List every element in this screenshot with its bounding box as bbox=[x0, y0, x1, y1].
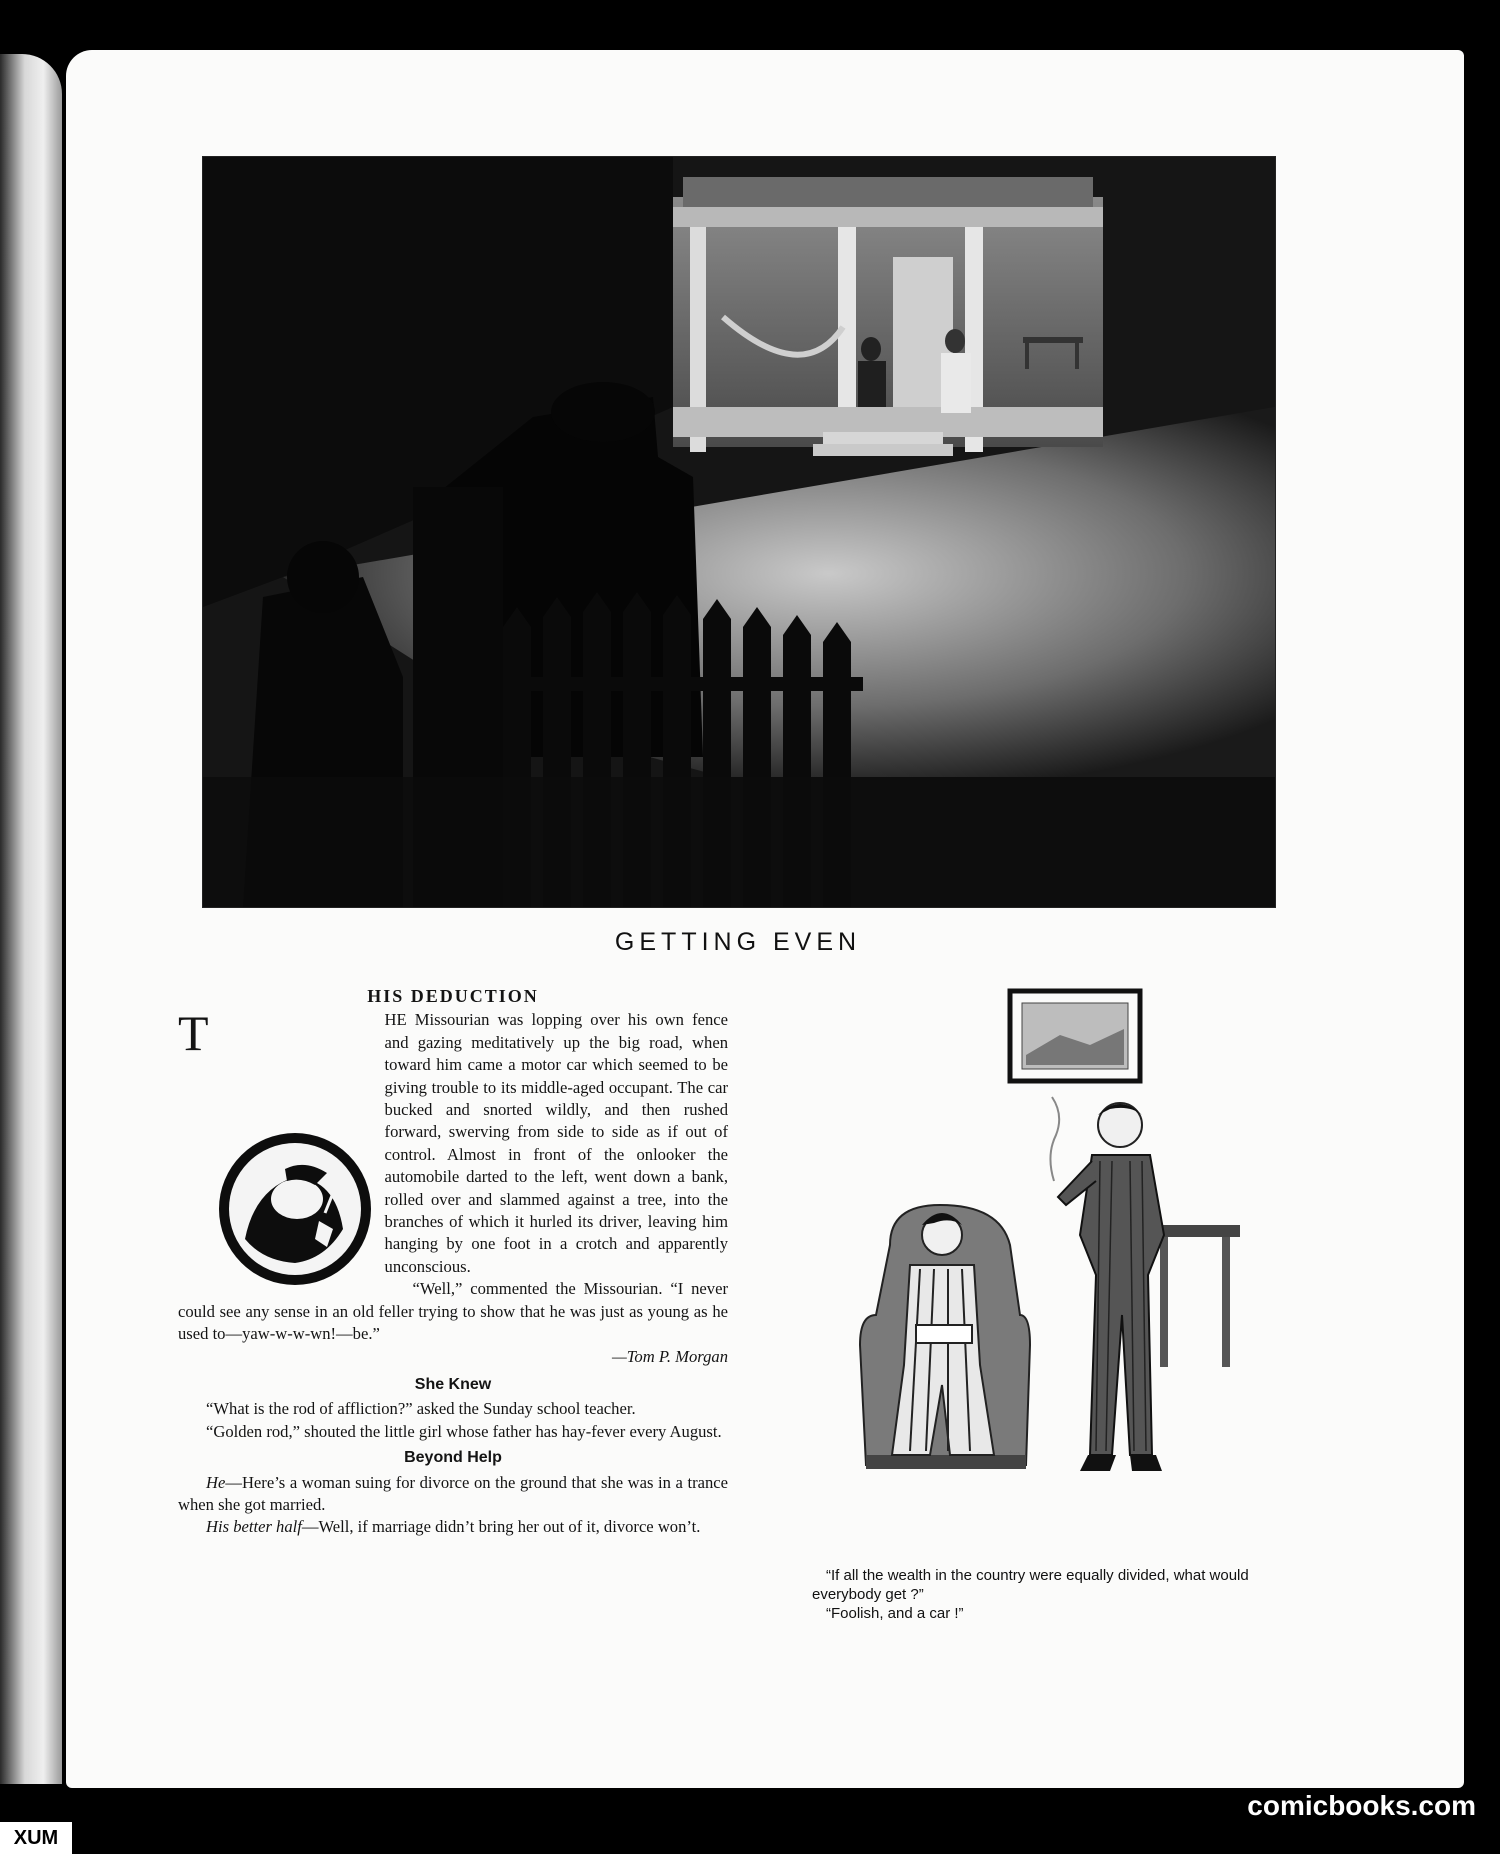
archive-watermark-left: XUM bbox=[0, 1822, 72, 1854]
joke-she-knew-title: She Knew bbox=[414, 1375, 492, 1393]
cartoon-caption bbox=[812, 1566, 1282, 1623]
adjacent-page-edge bbox=[0, 54, 62, 1784]
article-paragraph-1-text: HE Missourian was lopping over his own fence and gazing meditatively up the big road, when toward him came a motor car which seemed to be giving trouble to its middle-aged occupant. The car bucked and snorted wildly, and then rushed forward, swerving from side to side as if out of control. Almost in front of the onlooker the automobile darted to the left, went down a bank, rolled over and slammed against a tree, into the branches of which it hurled its driver, leaving him hanging by one foot in a crotch and apparently unconscious. bbox=[384, 1010, 728, 1276]
article-paragraph-1 bbox=[178, 1005, 728, 1278]
text-column bbox=[178, 985, 728, 1539]
article-headline: HIS DEDUCTION bbox=[367, 986, 539, 1006]
joke-beyond-help-line-1 bbox=[178, 1472, 728, 1517]
smoking-figure-vignette bbox=[215, 1129, 375, 1289]
article-byline: —Tom P. Morgan bbox=[611, 1346, 728, 1366]
couple-cartoon-illustration bbox=[830, 985, 1250, 1505]
joke-she-knew-line-2: “Golden rod,” shouted the little girl whose father has hay-fever every August. bbox=[206, 1421, 722, 1441]
joke-beyond-help-title: Beyond Help bbox=[404, 1449, 502, 1467]
cartoon-caption-question: “If all the wealth in the country were equally divided, what would everybody get ?” bbox=[812, 1567, 1249, 1603]
speaker-he: He bbox=[206, 1472, 226, 1492]
speaker-better-half: His better half bbox=[206, 1517, 302, 1537]
photo-caption: GETTING EVEN bbox=[614, 928, 862, 956]
article-paragraph-2: “Well,” commented the Missourian. “I never could see any sense in an old feller trying to show that he was just as young as he used to—yaw-w-w-wn!—be.” bbox=[178, 1279, 728, 1344]
cartoon-caption-answer: “Foolish, and a car !” bbox=[826, 1605, 964, 1622]
archive-watermark-right: comicbooks.com bbox=[1247, 1790, 1476, 1821]
joke-beyond-help-line-2-text: —Well, if marriage didn’t bring her out of it, divorce won’t. bbox=[301, 1517, 701, 1537]
drop-cap: T bbox=[178, 1005, 209, 1062]
joke-beyond-help-line-2 bbox=[178, 1516, 728, 1538]
joke-she-knew-line-1: “What is the rod of affliction?” asked the Sunday school teacher. bbox=[206, 1399, 636, 1419]
joke-beyond-help-line-1-text: —Here’s a woman suing for divorce on the ground that she was in a trance when she got married. bbox=[178, 1472, 728, 1514]
getting-even-photo bbox=[202, 156, 1276, 908]
